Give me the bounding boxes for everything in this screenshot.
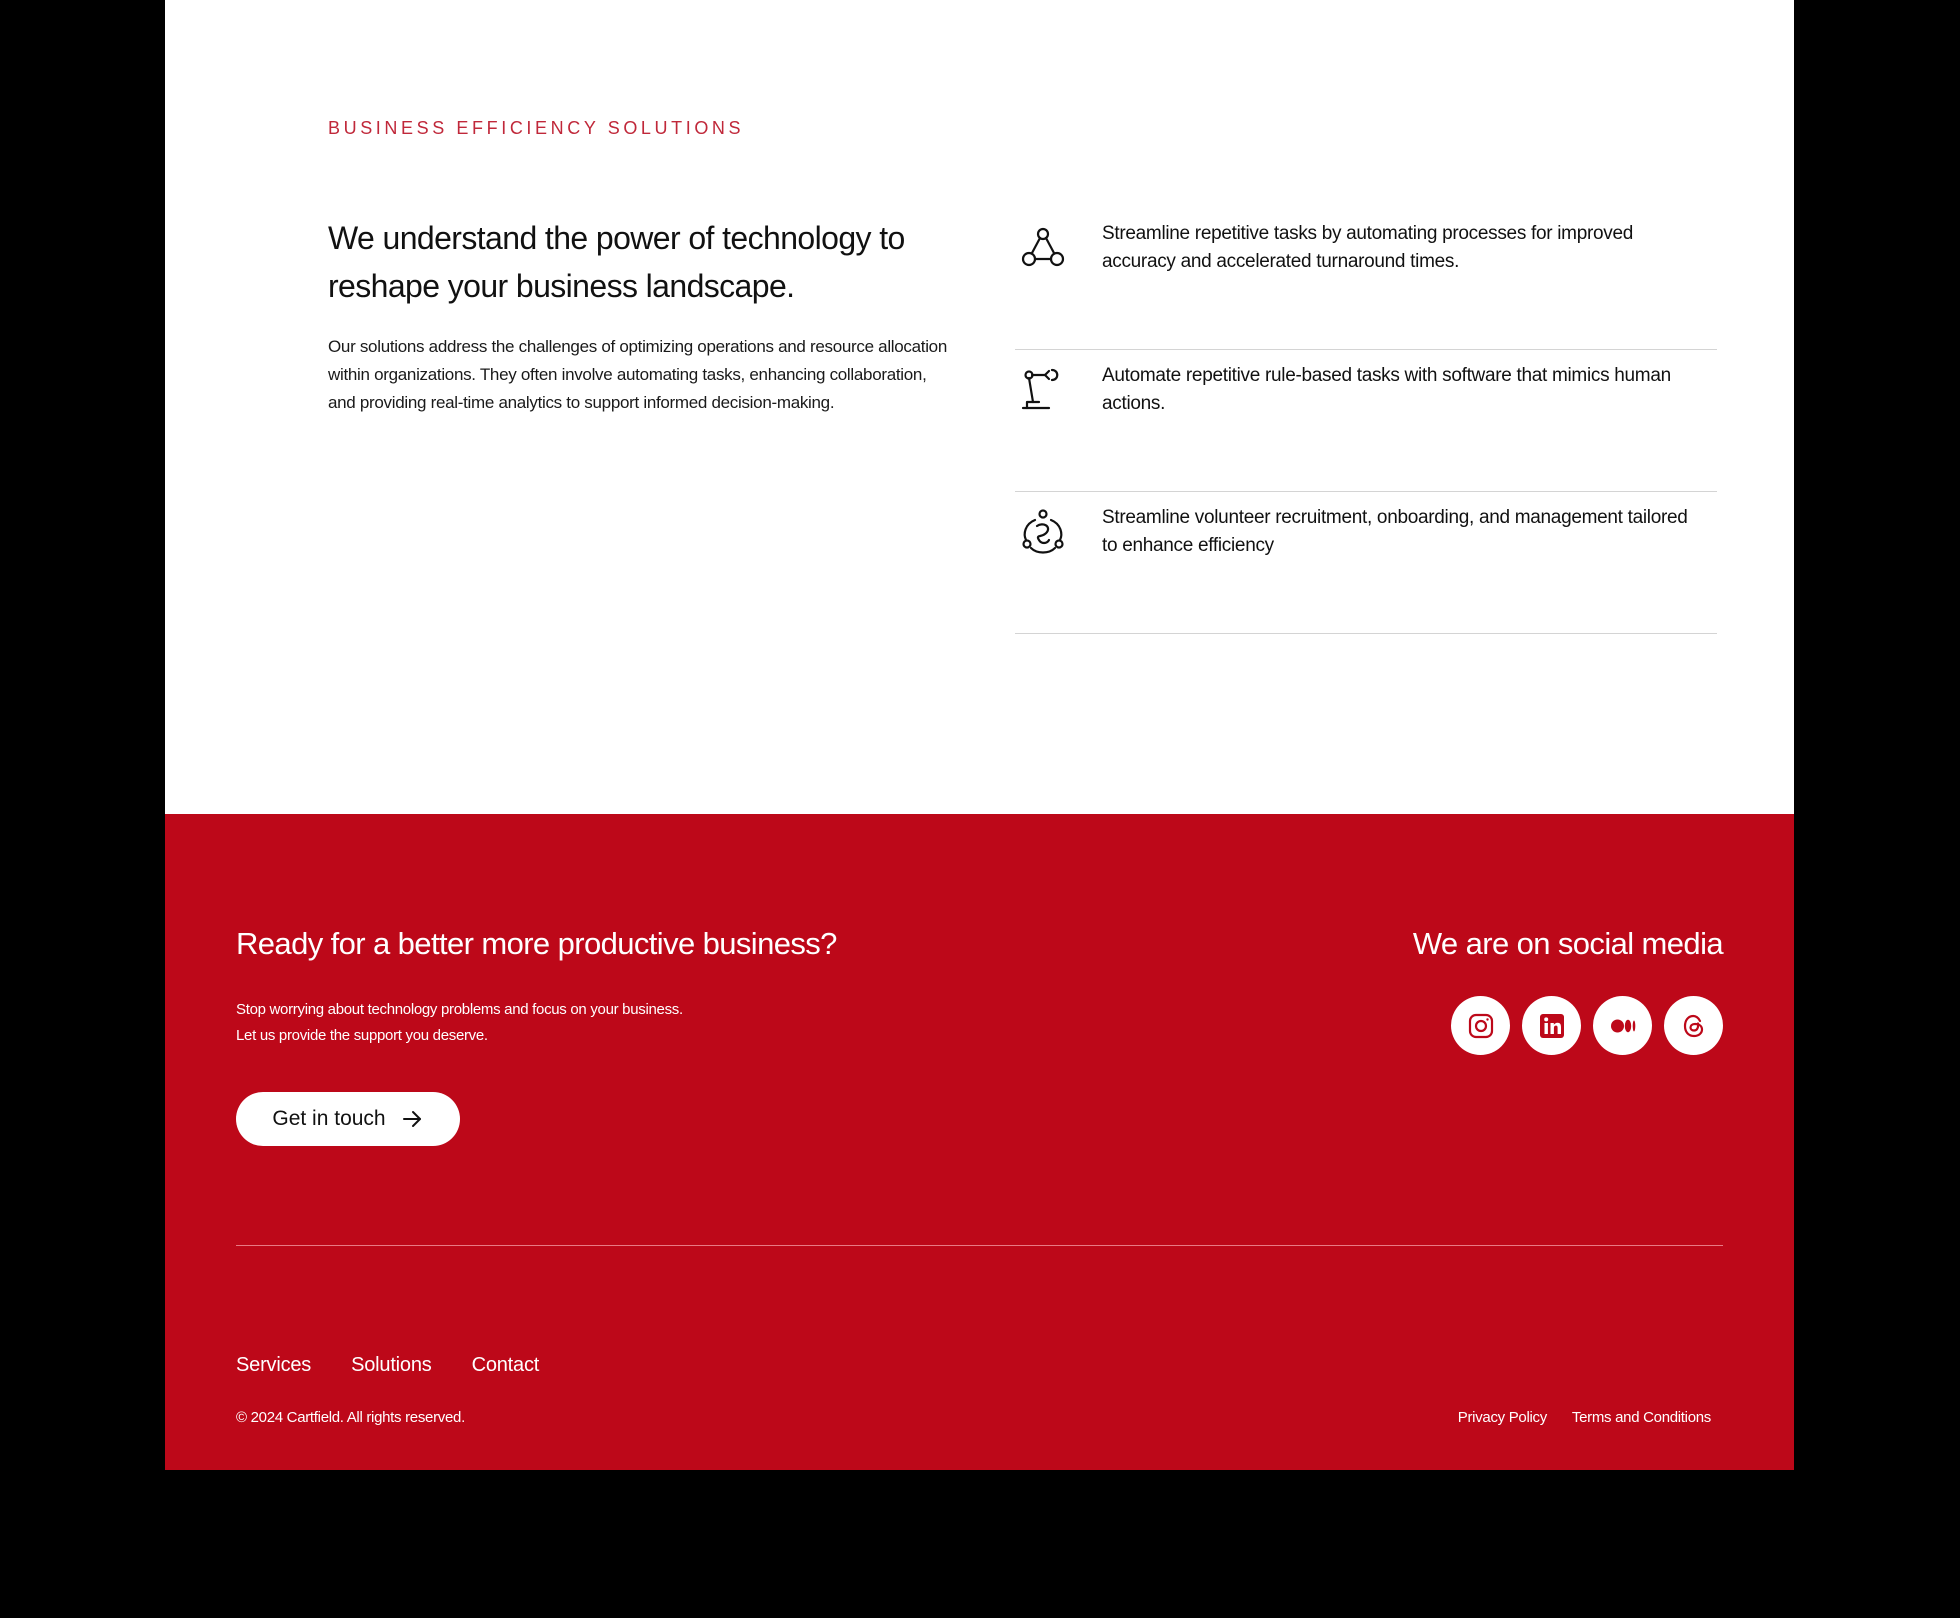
terms-link[interactable]: Terms and Conditions	[1571, 1409, 1711, 1426]
cta-description	[236, 997, 683, 1049]
page	[165, 0, 1794, 1470]
cta-footer	[165, 814, 1794, 1470]
footer-divider	[236, 1245, 1723, 1246]
medium-link[interactable]	[1593, 996, 1652, 1055]
people-network-icon	[1019, 508, 1067, 556]
feature-text: Automate repetitive rule-based tasks with software that mimics human actions.	[1102, 365, 1671, 414]
feature-text: Streamline repetitive tasks by automating processes for improved accuracy and accelerated turnaround times.	[1102, 223, 1633, 272]
robot-arm-icon	[1019, 366, 1067, 414]
arrow-right-icon	[400, 1107, 424, 1131]
feature-item	[1015, 492, 1717, 634]
section-headline: We understand the power of technology to reshape your business landscape.	[328, 220, 905, 304]
solutions-section	[165, 0, 1794, 814]
get-in-touch-label: Get in touch	[272, 1107, 386, 1130]
feature-item	[1015, 350, 1717, 492]
feature-list	[1015, 208, 1717, 634]
legal-links	[1458, 1409, 1711, 1426]
section-intro: Our solutions address the challenges of optimizing operations and resource allocation within organizations. They often involve automating tasks, enhancing collaboration, and providing real-time analytics to support informed decision-making.	[328, 337, 947, 412]
linkedin-icon	[1538, 1012, 1566, 1040]
cta-title: Ready for a better more productive business?	[236, 926, 837, 961]
instagram-icon	[1467, 1012, 1495, 1040]
cta-line: Stop worrying about technology problems and focus on your business.	[236, 1001, 683, 1018]
footer-nav	[236, 1354, 539, 1377]
threads-icon	[1680, 1012, 1708, 1040]
feature-item	[1015, 208, 1717, 350]
social-title: We are on social media	[1412, 926, 1723, 961]
medium-icon	[1609, 1012, 1637, 1040]
cta-line: Let us provide the support you deserve.	[236, 1027, 488, 1044]
social-links	[1451, 996, 1723, 1055]
linkedin-link[interactable]	[1522, 996, 1581, 1055]
threads-link[interactable]	[1664, 996, 1723, 1055]
get-in-touch-button[interactable]	[236, 1092, 460, 1146]
workflow-nodes-icon	[1019, 224, 1067, 272]
instagram-link[interactable]	[1451, 996, 1510, 1055]
section-eyebrow: BUSINESS EFFICIENCY SOLUTIONS	[328, 118, 745, 138]
privacy-policy-link[interactable]: Privacy Policy	[1457, 1409, 1547, 1426]
feature-text: Streamline volunteer recruitment, onboarding, and management tailored to enhance efficiency	[1102, 507, 1688, 556]
nav-link-solutions[interactable]: Solutions	[351, 1354, 432, 1376]
nav-link-services[interactable]: Services	[236, 1354, 312, 1376]
nav-link-contact[interactable]: Contact	[471, 1354, 540, 1376]
copyright-text: © 2024 Cartfield. All rights reserved.	[236, 1409, 465, 1426]
